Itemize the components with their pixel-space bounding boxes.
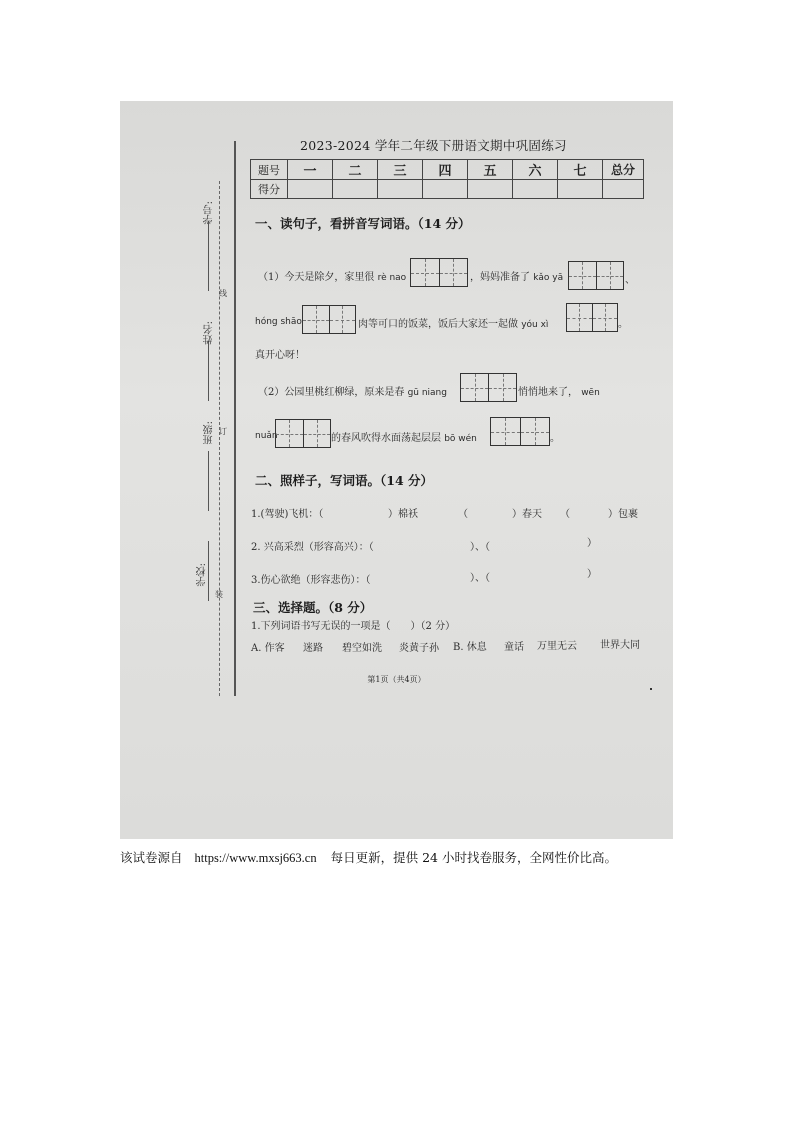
- s1-q1-part-d: [358, 315, 548, 330]
- question-no-label: 题号: [251, 160, 288, 180]
- s1-q1-text-d: 肉等可口的饭菜，饭后大家还一起做: [358, 319, 518, 330]
- tianzige-box[interactable]: [490, 417, 550, 446]
- s3-opt-b-label: B. 休息: [453, 642, 487, 653]
- s1-q1-part-a: [258, 268, 406, 283]
- s1-q1-comma: 、: [625, 275, 635, 286]
- col-4: 四: [423, 160, 468, 180]
- s1-q2-part-b: [518, 383, 600, 398]
- s1-q2-text-c: 的春风吹得水面荡起层层: [331, 433, 441, 444]
- pinyin-wen: wēn: [581, 388, 600, 398]
- s2-l2-a: 2. 兴高采烈（形容高兴）：（: [251, 542, 374, 553]
- score-header-row: [251, 160, 644, 180]
- pinyin-kao-ya: kǎo yā: [533, 273, 564, 283]
- mark-zhuang: 装: [215, 590, 223, 599]
- s2-l1-f: ）包裹: [608, 509, 638, 520]
- s3-opt-b-2: 童话: [504, 642, 524, 653]
- score-cell: [513, 180, 558, 199]
- score-cell: [378, 180, 423, 199]
- source-caption: [120, 848, 617, 866]
- student-no-label: 学号:: [204, 201, 215, 225]
- score-cell: [333, 180, 378, 199]
- class-label: 班级:: [204, 421, 215, 445]
- s3-opt-b-3: 万里无云: [537, 641, 577, 652]
- score-value-row: [251, 180, 644, 199]
- s2-l1-d: ）春天: [512, 509, 542, 520]
- s1-q1-text-a: （1）今天是除夕，家里很: [258, 272, 375, 283]
- s3-opt-a-2: 迷路: [303, 643, 323, 654]
- col-2: 二: [333, 160, 378, 180]
- cut-dotted-line: [219, 181, 220, 696]
- section1-heading: 一、读句子，看拼音写词语。（14 分）: [255, 216, 471, 231]
- page-footer: 第1页（共4页）: [367, 675, 426, 684]
- tianzige-box[interactable]: [568, 261, 624, 290]
- mark-xian: 线: [219, 289, 227, 298]
- s1-q1-part-b: [470, 268, 563, 283]
- pinyin-nuan: nuǎn: [255, 431, 278, 441]
- pinyin-re-nao: rè nao: [377, 273, 407, 283]
- total-label: 总分: [603, 160, 644, 180]
- exam-sheet: [120, 101, 673, 839]
- s2-l1-b: ）棉袄: [388, 509, 418, 520]
- score-label: 得分: [251, 180, 288, 199]
- s2-l3-a: 3.伤心欲绝（形容悲伤）：（: [251, 575, 371, 586]
- s3-opt-a-3: 碧空如洗: [342, 643, 382, 654]
- tianzige-box[interactable]: [460, 373, 517, 402]
- s1-q2-text-a: （2）公园里桃红柳绿，原来是春: [258, 387, 405, 398]
- s1-q2-part-a: [258, 383, 447, 398]
- pinyin-you-xi: yóu xì: [521, 320, 549, 330]
- section3-heading: 三、选择题。（8 分）: [253, 600, 373, 615]
- student-no-underline: [208, 221, 209, 291]
- s3-q1: 1.下列词语书写无误的一项是（ ）（2 分）: [251, 621, 456, 632]
- s1-q1-period: 。: [618, 319, 628, 330]
- col-1: 一: [288, 160, 333, 180]
- col-3: 三: [378, 160, 423, 180]
- exam-title: 2023-2024 学年二年级下册语文期中巩固练习: [300, 138, 567, 153]
- score-cell: [468, 180, 513, 199]
- tianzige-box[interactable]: [302, 305, 356, 334]
- s1-q1-text-f: 真开心呀！: [255, 350, 305, 361]
- s2-l3-b: ）、（: [470, 573, 490, 584]
- pinyin-gu-niang: gū niang: [407, 388, 447, 398]
- school-label: 学校:: [197, 563, 208, 587]
- mark-ding: 订: [219, 427, 227, 436]
- s1-q2-text-b: 悄悄地来了，: [518, 387, 578, 398]
- s2-l1-c: （: [458, 509, 468, 520]
- s2-l2-c: ）: [587, 538, 597, 549]
- s2-l1-e: （: [560, 509, 570, 520]
- s1-q1-text-b: ，妈妈准备了: [470, 272, 530, 283]
- score-cell: [423, 180, 468, 199]
- col-6: 六: [513, 160, 558, 180]
- s3-opt-a-label: A. 作客: [251, 643, 285, 654]
- section2-heading: 二、照样子，写词语。（14 分）: [255, 473, 433, 488]
- s2-l3-c: ）: [587, 569, 597, 580]
- name-label: 姓名:: [204, 321, 215, 345]
- pinyin-bo-wen: bō wén: [444, 434, 477, 444]
- pinyin-hong-shao: hóng shāo: [255, 317, 302, 327]
- binding-line: [234, 141, 236, 696]
- source-link[interactable]: https://www.mxsj663.cn: [194, 851, 317, 865]
- col-7: 七: [558, 160, 603, 180]
- tianzige-box[interactable]: [566, 303, 618, 332]
- s2-l2-b: ）、（: [470, 542, 490, 553]
- speck: [650, 688, 652, 690]
- tianzige-box[interactable]: [275, 419, 331, 448]
- tianzige-box[interactable]: [410, 258, 468, 287]
- s3-opt-b-4: 世界大同: [600, 640, 640, 651]
- score-table: [250, 159, 644, 199]
- score-cell: [558, 180, 603, 199]
- col-5: 五: [468, 160, 513, 180]
- s1-q2-period: 。: [550, 433, 560, 444]
- score-cell: [288, 180, 333, 199]
- exam-photo: [120, 101, 673, 839]
- class-underline: [208, 451, 209, 511]
- caption-suffix: 每日更新，提供 24 小时找卷服务，全网性价比高。: [330, 850, 617, 865]
- name-underline: [208, 341, 209, 401]
- s3-opt-a-4: 炎黄子孙: [399, 643, 439, 654]
- caption-prefix: 该试卷源自: [120, 850, 183, 865]
- score-cell: [603, 180, 644, 199]
- s1-q2-part-c: [331, 429, 477, 444]
- s2-l1-a: 1.(驾驶)飞机：（: [251, 509, 324, 520]
